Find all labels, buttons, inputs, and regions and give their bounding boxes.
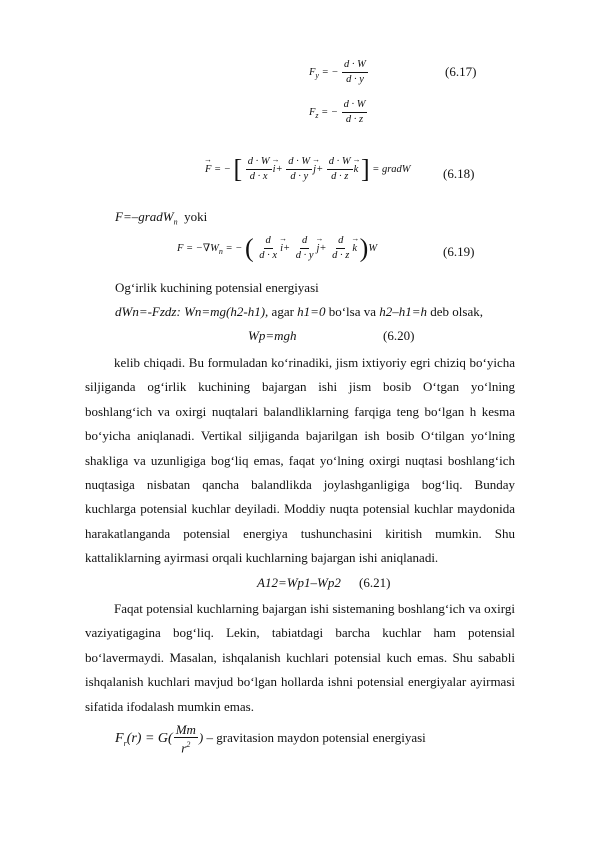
equation-number-618: (6.18) bbox=[443, 166, 475, 181]
equation-number-617: (6.17) bbox=[445, 64, 477, 79]
equation-gradient: → F = − [ $\frac{d \cdot W}{d \cdot x}$ → i+ $\frac{d \cdot W}{d \cdot y}$ → j+ $\frac{d \cdot W}{d \cdot z}$ → k ] = gradW bbox=[205, 155, 411, 184]
equation-fz: $F_z$ = − $\frac{d \cdot W}{d \cdot z}$ bbox=[309, 99, 366, 125]
equation-number-621: (6.21) bbox=[359, 575, 391, 590]
equation-wp: Wp=mgh bbox=[248, 328, 297, 343]
equation-fy: $F_y$ = − $\frac{d \cdot W}{d \cdot y}$ bbox=[309, 59, 366, 85]
fraction-fz: $\frac{d \cdot W}{d \cdot z}$ bbox=[343, 99, 366, 125]
equation-number-620: (6.20) bbox=[383, 328, 415, 343]
paragraph-potential-forces: kelib chiqadi. Bu formuladan ko‘rinadiki, jism ixtiyoriy egri chiziq bo‘yicha siljiganda og‘irlik kuchining bajargan ishi jism bosib O‘tgan yo‘lning boshlang‘ich va oxirgi nuqtalari balandliklarning farqiga teng bo‘lgan h kesma bo‘yicha aniqlanadi. Vertikal siljiganda bajarilgan ish bosib O‘tilgan yo‘lning shakliga va uzunligiga bog‘liq emas, faqat yo‘lning oxirgi nuqtasi boshlang‘ich nuqtasiga nisbatan qancha balandlikda joylashganligiga bog‘liq. Bunday kuchlarga potensial kuchlar deyiladi. Moddiy nuqta potensial kuchlar maydonida harakatlanganda potensial energiya tushunchasini kiritish mumkin. Shu kattaliklarning ayirmasi orqali kuchlarning bajargan ishi aniqlanadi. bbox=[85, 355, 515, 566]
equation-work: A12=Wp1–Wp2 bbox=[257, 575, 341, 590]
equation-number-619: (6.19) bbox=[443, 244, 475, 259]
gravity-heading: Og‘irlik kuchining potensial energiyasi bbox=[115, 280, 319, 295]
paragraph-nonpotential: Faqat potensial kuchlarning bajargan ishi sistemaning boshlang‘ich va oxirgi vaziyatigagina bog‘liq. Lekin, tabiatdagi barcha kuchlar ham potensial bo‘lavermaydi. Masalan, ishqalanish kuchlari potensial kuch emas. Shu sababli ishqalanish kuchlari mavjud bo‘lgan hollarda ishni potensial energiyalar ayirmasi sifatida ifodalash mumkin emas. bbox=[85, 601, 515, 714]
gravity-potential-formula: $F_r(r) = G$( $\frac{Mm}{r^2}$ ) – gravitasion maydon potensial energiyasi bbox=[115, 722, 426, 756]
grad-line: F=–gradW$_n$ yoki bbox=[115, 209, 208, 227]
equation-nabla: $F = -\nabla W_n$ = − ( $\frac{d}{d \cdot x}$ → i+ $\frac{d}{d \cdot y}$ → j+ $\frac{d}{d \cdot z}$ → k )W bbox=[177, 234, 377, 263]
dw-line: dWn=-Fzdz: Wn=mg(h2-h1), agar h1=0 bo‘lsa va h2–h1=h deb olsak, bbox=[115, 304, 483, 319]
fraction-fy: $\frac{d \cdot W}{d \cdot y}$ bbox=[344, 59, 366, 85]
